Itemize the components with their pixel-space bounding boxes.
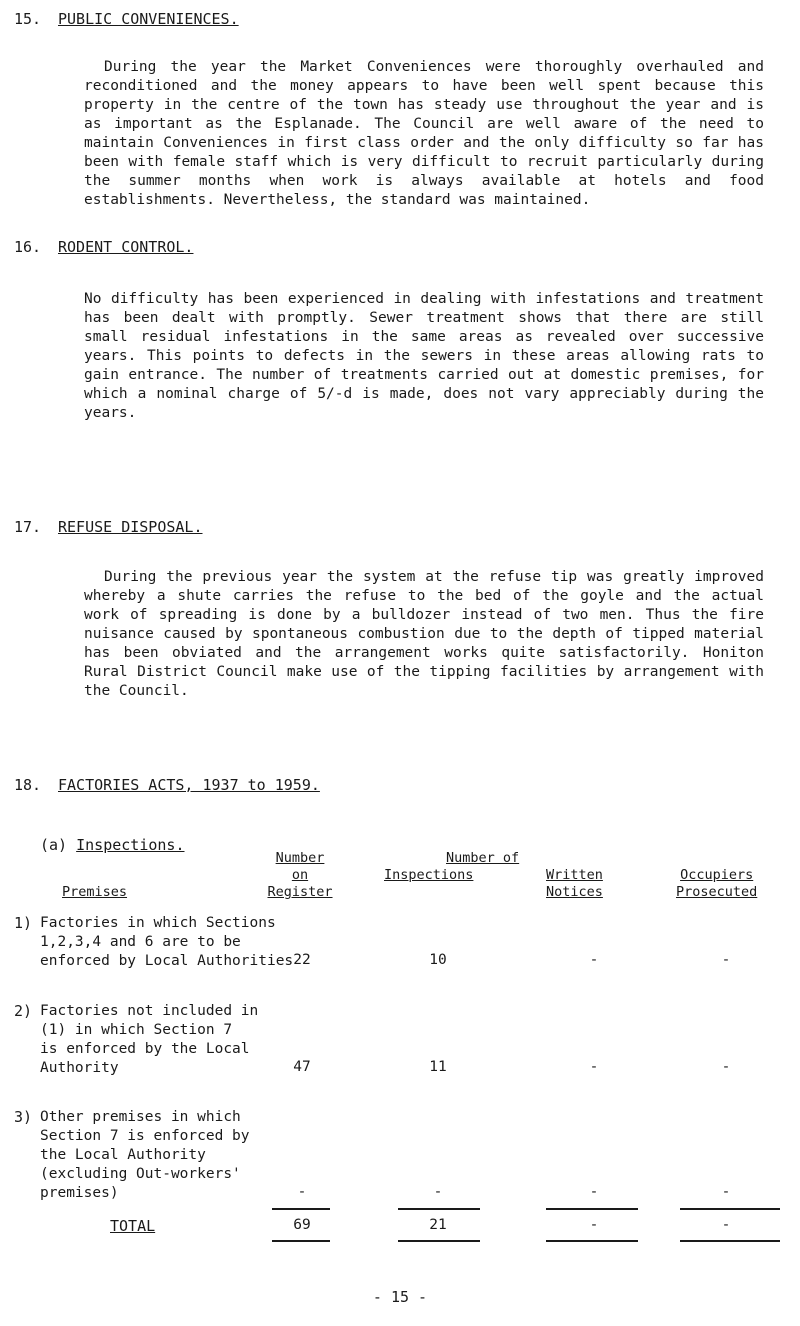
total-rule bbox=[272, 1208, 330, 1210]
section-16-heading bbox=[14, 238, 193, 256]
row-line: is enforced by the Local bbox=[40, 1041, 250, 1057]
cell-notices: - bbox=[589, 1059, 599, 1075]
paragraph-text: No difficulty has been experienced in dealing with infestations and treatment has been dealt with promptly. Sewer treatment shows that there are still small residual infestations in the same areas as revealed over successive years. This points to defects in the sewers in these areas allowing rats to gain entrance. The number of treatments carried out at domestic premises, for which a nominal charge of 5/-d is made, does not vary appreciably during the years. bbox=[84, 291, 764, 421]
row-line: (excluding Out-workers' bbox=[40, 1166, 241, 1182]
section-title: REFUSE DISPOSAL. bbox=[58, 518, 203, 536]
total-inspections: 21 bbox=[429, 1217, 447, 1233]
section-15-paragraph bbox=[84, 58, 764, 210]
total-notices: - bbox=[589, 1217, 599, 1233]
total-rule bbox=[398, 1208, 480, 1210]
subsection-label: Inspections. bbox=[76, 836, 185, 854]
section-18-heading bbox=[14, 776, 320, 794]
section-title: RODENT CONTROL. bbox=[58, 238, 194, 256]
cell-prosecuted: - bbox=[721, 1184, 731, 1200]
paragraph-text: During the previous year the system at the refuse tip was greatly improved whereby a shute carries the refuse to the bed of the goyle and the actual work of spreading is done by a bulldozer instead of two men. Thus the fire nuisance caused by spontaneous combustion due to the depth of tipped material has been obviated and the arrangement works quite satisfactorily. Honiton Rural District Council make use of the tipping facilities by arrangement with the Council. bbox=[84, 569, 764, 699]
section-number: 15. bbox=[14, 10, 42, 28]
header-inspections: Inspections bbox=[384, 867, 474, 883]
header-number-line1: Number bbox=[275, 850, 325, 866]
section-number: 18. bbox=[14, 776, 42, 794]
total-underline bbox=[272, 1240, 330, 1242]
total-label: TOTAL bbox=[110, 1217, 156, 1235]
row-number: 3) bbox=[14, 1108, 33, 1126]
cell-register: 22 bbox=[293, 952, 311, 968]
subsection-prefix: (a) bbox=[40, 836, 68, 854]
header-written-line1: Written bbox=[546, 867, 603, 883]
paragraph-text: During the year the Market Conveniences were thoroughly overhauled and reconditioned and the money appears to have been well spent because this property in the centre of the town has steady use throughout the year and is as important as the Esplanade. The Council are well aware of the need to maintain Conveniences in first class order and the only difficulty so far has been with female staff which is very difficult to recruit particularly during the summer months when work is always available at hotels and food establishments. Nevertheless, the standard was maintained. bbox=[84, 59, 764, 208]
total-rule bbox=[546, 1208, 638, 1210]
row-line: (1) in which Section 7 bbox=[40, 1022, 233, 1038]
total-register: 69 bbox=[293, 1217, 311, 1233]
header-number-line2: on bbox=[291, 867, 309, 883]
total-rule bbox=[680, 1208, 780, 1210]
inspections-subheading bbox=[40, 836, 185, 854]
header-written-notices bbox=[546, 867, 603, 901]
row-line: enforced by Local Authorities bbox=[40, 953, 294, 969]
cell-notices: - bbox=[589, 952, 599, 968]
row-number: 2) bbox=[14, 1002, 33, 1020]
row-line: 1,2,3,4 and 6 are to be bbox=[40, 934, 241, 950]
row-line: Factories in which Sections bbox=[40, 915, 276, 931]
cell-register: 47 bbox=[293, 1059, 311, 1075]
header-written-line2: Notices bbox=[546, 884, 603, 900]
page-number: - 15 - bbox=[372, 1288, 428, 1306]
cell-prosecuted: - bbox=[721, 952, 731, 968]
section-number: 16. bbox=[14, 238, 42, 256]
row-line: the Local Authority bbox=[40, 1147, 206, 1163]
cell-inspections: 11 bbox=[429, 1059, 447, 1075]
row-line: Factories not included in bbox=[40, 1003, 259, 1019]
section-17-heading bbox=[14, 518, 203, 536]
section-16-paragraph bbox=[84, 290, 764, 423]
cell-notices: - bbox=[589, 1184, 599, 1200]
section-17-paragraph bbox=[84, 568, 764, 701]
row-line: premises) bbox=[40, 1185, 119, 1201]
total-underline bbox=[398, 1240, 480, 1242]
section-15-heading bbox=[14, 10, 239, 28]
cell-inspections: - bbox=[433, 1184, 443, 1200]
row-line: Section 7 is enforced by bbox=[40, 1128, 250, 1144]
total-underline bbox=[546, 1240, 638, 1242]
section-title: PUBLIC CONVENIENCES. bbox=[58, 10, 239, 28]
header-premises: Premises bbox=[62, 884, 128, 900]
total-underline bbox=[680, 1240, 780, 1242]
row-line: Other premises in which bbox=[40, 1109, 241, 1125]
row-number: 1) bbox=[14, 914, 33, 932]
cell-register: - bbox=[297, 1184, 307, 1200]
header-number-line3: Register bbox=[267, 884, 333, 900]
row-line: Authority bbox=[40, 1060, 119, 1076]
section-title: FACTORIES ACTS, 1937 to 1959. bbox=[58, 776, 320, 794]
section-number: 17. bbox=[14, 518, 42, 536]
cell-prosecuted: - bbox=[721, 1059, 731, 1075]
header-occupiers-line2: Prosecuted bbox=[676, 884, 758, 900]
header-occupiers-prosecuted bbox=[676, 867, 757, 901]
total-prosecuted: - bbox=[721, 1217, 731, 1233]
header-number-of: Number of bbox=[446, 850, 520, 866]
header-occupiers-line1: Occupiers bbox=[680, 867, 754, 883]
cell-inspections: 10 bbox=[429, 952, 447, 968]
header-number-on-register bbox=[258, 850, 342, 901]
